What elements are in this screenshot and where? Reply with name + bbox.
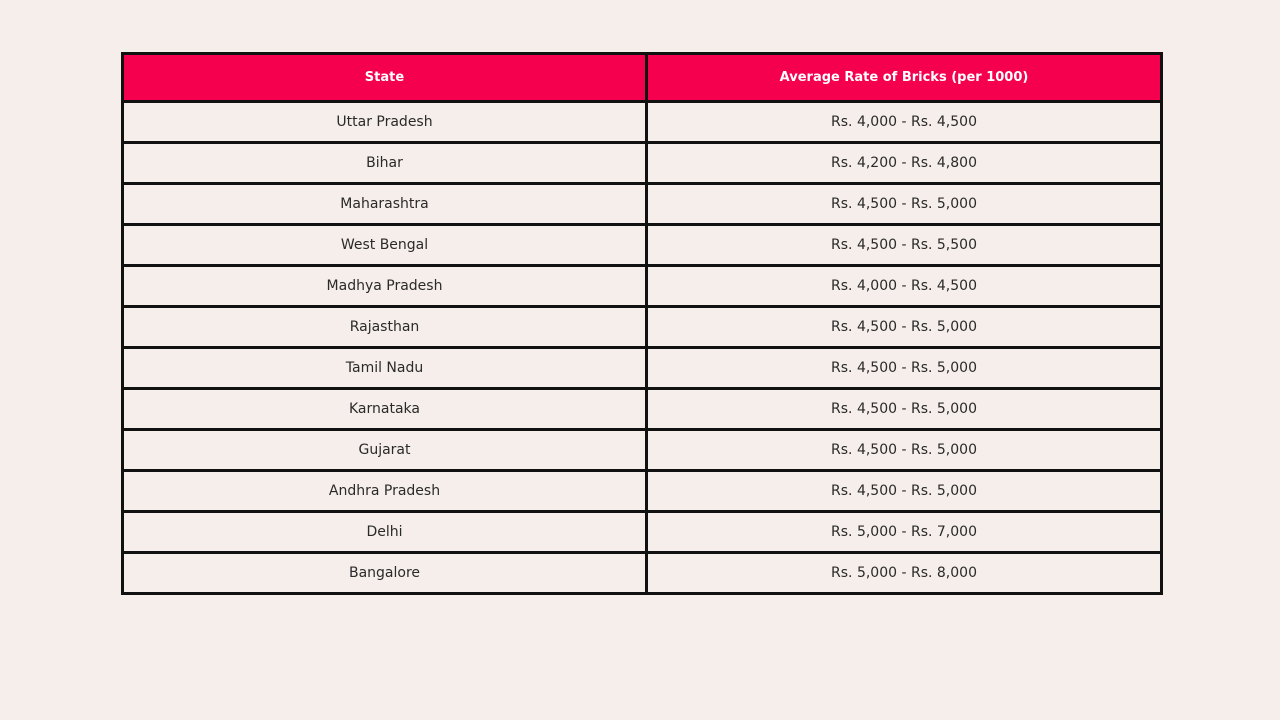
rate-cell: Rs. 4,500 - Rs. 5,000	[647, 348, 1162, 389]
rate-cell: Rs. 4,500 - Rs. 5,000	[647, 471, 1162, 512]
table-row	[123, 389, 1162, 430]
rate-cell: Rs. 4,500 - Rs. 5,000	[647, 184, 1162, 225]
brick-rates-table	[121, 52, 1163, 595]
rate-cell: Rs. 4,500 - Rs. 5,000	[647, 389, 1162, 430]
table-row	[123, 430, 1162, 471]
table-header	[123, 54, 1162, 102]
table-row	[123, 143, 1162, 184]
header-average-rate: Average Rate of Bricks (per 1000)	[647, 54, 1162, 102]
table-row	[123, 512, 1162, 553]
table-row	[123, 266, 1162, 307]
rate-cell: Rs. 4,000 - Rs. 4,500	[647, 266, 1162, 307]
table-row	[123, 307, 1162, 348]
state-cell: Tamil Nadu	[123, 348, 647, 389]
state-cell: Gujarat	[123, 430, 647, 471]
rate-cell: Rs. 4,500 - Rs. 5,000	[647, 307, 1162, 348]
rate-cell: Rs. 5,000 - Rs. 8,000	[647, 553, 1162, 594]
rate-cell: Rs. 4,200 - Rs. 4,800	[647, 143, 1162, 184]
state-cell: Delhi	[123, 512, 647, 553]
header-state: State	[123, 54, 647, 102]
state-cell: Bihar	[123, 143, 647, 184]
state-cell: Uttar Pradesh	[123, 102, 647, 143]
state-cell: Maharashtra	[123, 184, 647, 225]
state-cell: West Bengal	[123, 225, 647, 266]
rate-cell: Rs. 5,000 - Rs. 7,000	[647, 512, 1162, 553]
rate-cell: Rs. 4,000 - Rs. 4,500	[647, 102, 1162, 143]
header-row	[123, 54, 1162, 102]
table-row	[123, 348, 1162, 389]
state-cell: Madhya Pradesh	[123, 266, 647, 307]
table-row	[123, 184, 1162, 225]
table-row	[123, 102, 1162, 143]
state-cell: Rajasthan	[123, 307, 647, 348]
table-row	[123, 225, 1162, 266]
state-cell: Karnataka	[123, 389, 647, 430]
table-row	[123, 553, 1162, 594]
state-cell: Bangalore	[123, 553, 647, 594]
rate-cell: Rs. 4,500 - Rs. 5,500	[647, 225, 1162, 266]
table-row	[123, 471, 1162, 512]
state-cell: Andhra Pradesh	[123, 471, 647, 512]
table-body	[123, 102, 1162, 594]
rate-cell: Rs. 4,500 - Rs. 5,000	[647, 430, 1162, 471]
